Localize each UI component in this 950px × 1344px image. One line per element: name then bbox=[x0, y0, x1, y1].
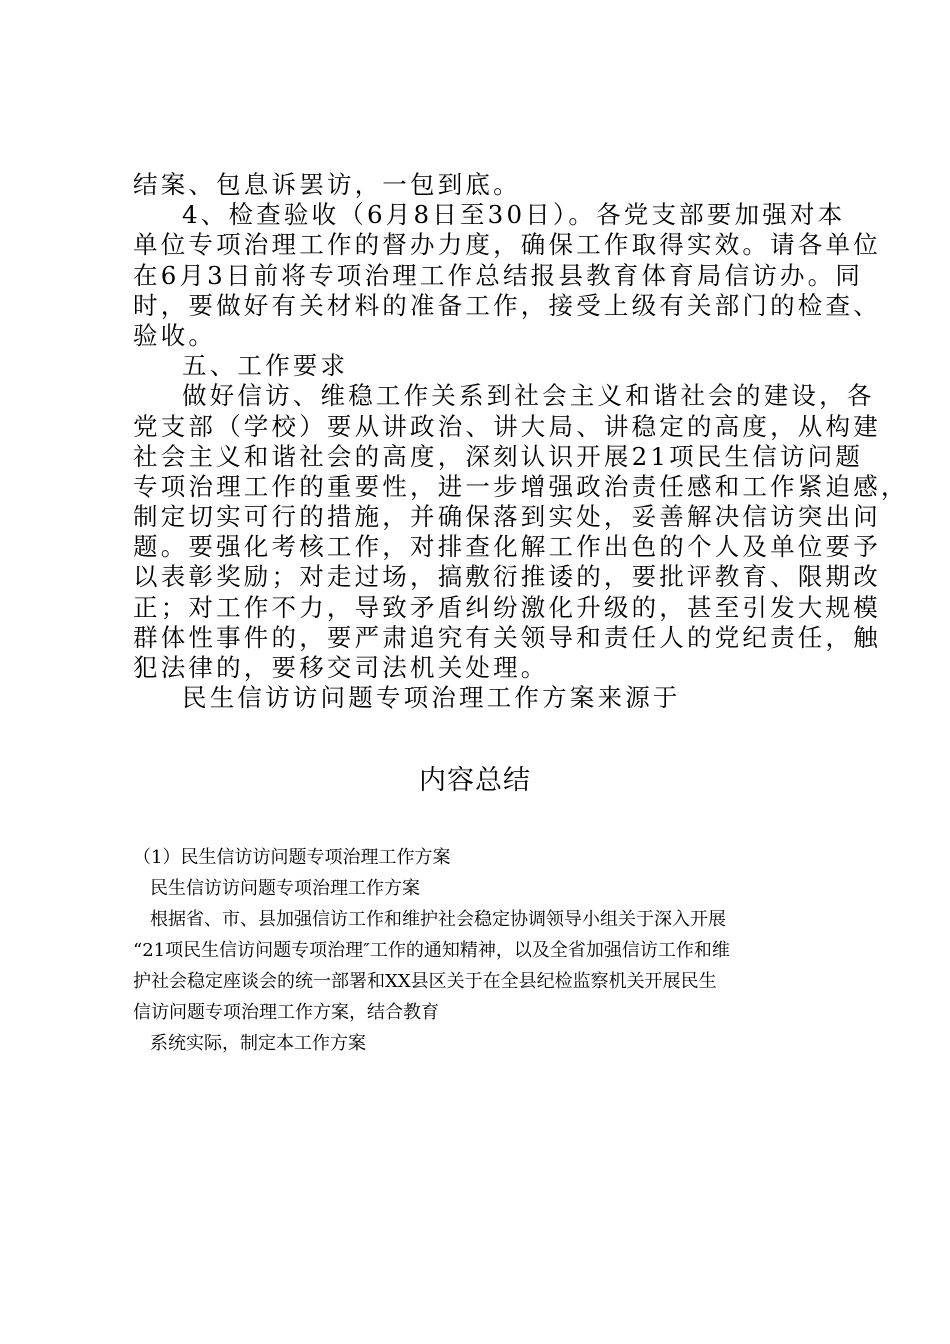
body-line: 犯法律的，要移交司法机关处理。 bbox=[133, 653, 549, 682]
body-line: 结案、包息诉罢访，一包到底。 bbox=[133, 170, 521, 199]
body-line: 题。要强化考核工作，对排查化解工作出色的个人及单位要予 bbox=[133, 532, 881, 562]
section-heading: 五、工作要求 bbox=[182, 351, 349, 381]
body-line: 群体性事件的，要严肃追究有关领导和责任人的党纪责任，触 bbox=[133, 622, 881, 652]
body-line: 社会主义和谐社会的高度，深刻认识开展21项民生信访问题 bbox=[133, 441, 864, 471]
body-line: 专项治理工作的重要性，进一步增强政治责任感和工作紧迫感， bbox=[133, 471, 909, 501]
summary-line: 民生信访访问题专项治理工作方案 bbox=[150, 878, 420, 899]
body-line: 民生信访访问题专项治理工作方案来源于 bbox=[182, 683, 681, 713]
document-body bbox=[133, 170, 909, 713]
body-line: 时，要做好有关材料的准备工作，接受上级有关部门的检查、 bbox=[133, 290, 881, 320]
body-line: 以表彰奖励；对走过场，搞敷衍推诿的，要批评教育、限期改 bbox=[133, 562, 881, 592]
summary-title: 内容总结 bbox=[419, 765, 531, 796]
body-line: 在6月3日前将专项治理工作总结报县教育体育局信访办。同 bbox=[133, 260, 864, 290]
body-line: 制定切实可行的措施，并确保落到实处，妥善解决信访突出问 bbox=[133, 502, 881, 532]
summary-line: 根据省、市、县加强信访工作和维护社会稳定协调领导小组关于深入开展 bbox=[150, 909, 726, 930]
summary-section bbox=[133, 842, 853, 1059]
body-line: 单位专项治理工作的督办力度，确保工作取得实效。请各单位 bbox=[133, 230, 881, 260]
body-line: 验收。 bbox=[133, 320, 217, 350]
summary-line: 系统实际，制定本工作方案 bbox=[150, 1033, 366, 1054]
body-line: 4、检查验收（6月8日至30日）。各党支部要加强对本 bbox=[182, 200, 846, 230]
summary-line: 信访问题专项治理工作方案，结合教育 bbox=[133, 1002, 439, 1023]
summary-line: “21项民生信访问题专项治理″工作的通知精神，以及全省加强信访工作和维 bbox=[133, 940, 730, 961]
body-line: 党支部（学校）要从讲政治、讲大局、讲稳定的高度，从构建 bbox=[133, 411, 881, 441]
summary-line: （1）民生信访访问题专项治理工作方案 bbox=[133, 847, 451, 868]
summary-line: 护社会稳定座谈会的统一部署和XX县区关于在全县纪检监察机关开展民生 bbox=[133, 971, 717, 992]
body-line: 做好信访、维稳工作关系到社会主义和谐社会的建设，各 bbox=[182, 381, 875, 411]
body-line: 正；对工作不力，导致矛盾纠纷激化升级的，甚至引发大规模 bbox=[133, 592, 881, 622]
